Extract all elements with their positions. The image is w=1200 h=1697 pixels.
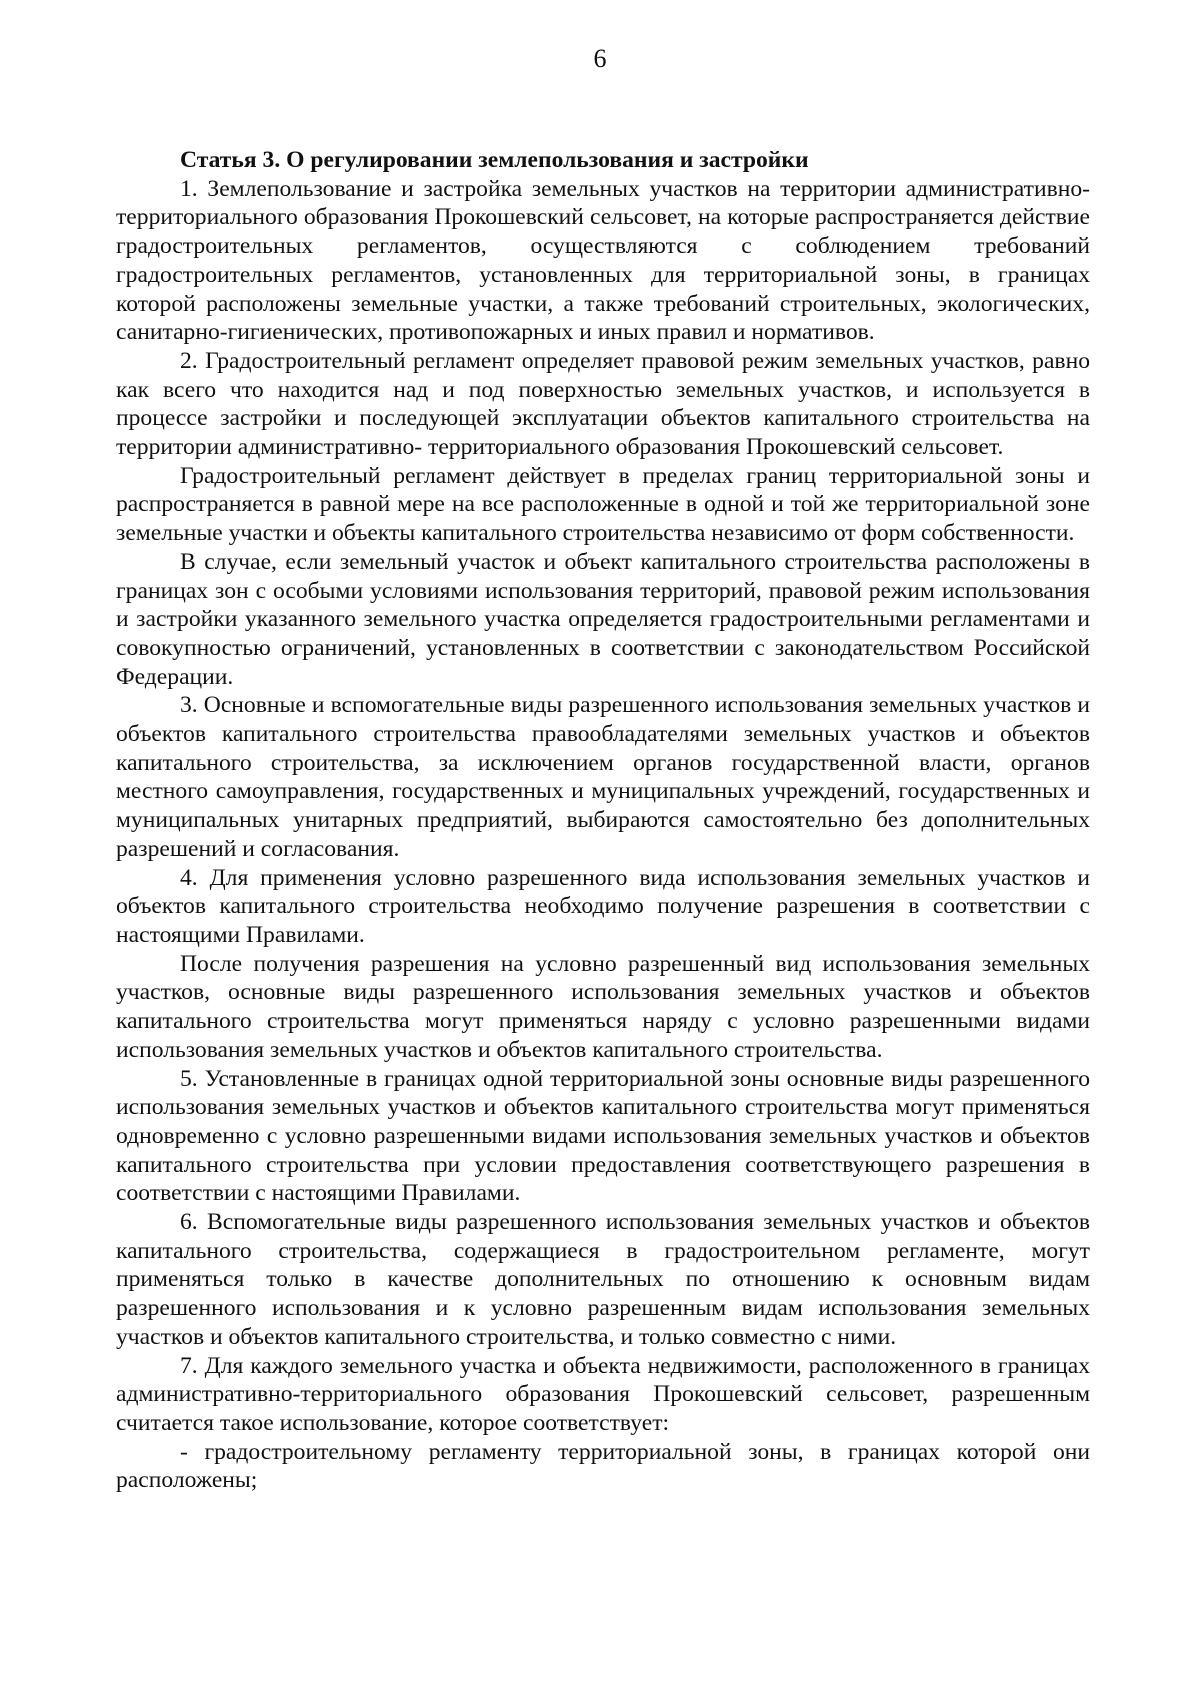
paragraph-4-continuation: После получения разрешения на условно разрешенный вид использования земельных участков, основные виды разрешенного использования земельных участков и объектов капитального строительства могут применяться наряду с условно разрешенными видами использования земельных участков и объектов капитального строительства.: [116, 950, 1090, 1063]
list-item-dash: - градостроительному регламенту территориальной зоны, в границах которой они расположены;: [116, 1438, 1090, 1494]
paragraph-7: 7. Для каждого земельного участка и объекта недвижимости, расположенного в границах административно-территориального образования Прокошевский сельсовет, разрешенным считается такое использование, которое соответствует:: [116, 1352, 1090, 1436]
paragraph-3: 3. Основные и вспомогательные виды разрешенного использования земельных участков и объектов капитального строительства правообладателями земельных участков и объектов капитального строительства, за исключением органов государственной власти, органов местного самоуправления, государственных и муниципальных учреждений, государственных и муниципальных унитарных предприятий, выбираются самостоятельно без дополнительных разрешений и согласования.: [116, 692, 1090, 862]
paragraph-4: 4. Для применения условно разрешенного вида использования земельных участков и объектов капитального строительства необходимо получение разрешения в соответствии с настоящими Правилами.: [116, 864, 1090, 948]
paragraph-1: 1. Землепользование и застройка земельных участков на территории административно-территориального образования Прокошевский сельсовет, на которые распространяется действие градостроительных регламентов, осуществляются с соблюдением требований градостроительных регламентов, установленных для территориальной зоны, в границах которой расположены земельные участки, а также требований строительных, экологических, санитарно-гигиенических, противопожарных и иных правил и нормативов.: [116, 175, 1090, 346]
paragraph-2: 2. Градостроительный регламент определяет правовой режим земельных участков, равно как всего что находится над и под поверхностью земельных участков, и используется в процессе застройки и последующей эксплуатации объектов капитального строительства на территории административно- территориального образования Прокошевский сельсовет.: [116, 347, 1090, 461]
page-number: 6: [593, 44, 607, 73]
paragraph-2-special-zones: В случае, если земельный участок и объект капитального строительства расположены в границах зон с особыми условиями использования территорий, правовой режим использования и застройки указанного земельного участка определяется градостроительными регламентами и совокупностью ограничений, установленных в соответствии с законодательством Российской Федерации.: [116, 548, 1090, 690]
paragraph-6: 6. Вспомогательные виды разрешенного использования земельных участков и объектов капитального строительства, содержащиеся в градостроительном регламенте, могут применяться только в качестве дополнительных по отношению к основным видам разрешенного использования и к условно разрешенным видам использования земельных участков и объектов капитального строительства, и только совместно с ними.: [116, 1209, 1090, 1350]
paragraph-5: 5. Установленные в границах одной территориальной зоны основные виды разрешенного использования земельных участков и объектов капитального строительства могут применяться одновременно с условно разрешенными видами использования земельных участков и объектов капитального строительства при условии предоставления соответствующего разрешения в соответствии с настоящими Правилами.: [116, 1065, 1090, 1207]
paragraph-2-continuation: Градостроительный регламент действует в пределах границ территориальной зоны и распространяется в равной мере на все расположенные в одной и той же территориальной зоне земельные участки и объекты капитального строительства независимо от форм собственности.: [116, 462, 1090, 547]
document-body: [116, 146, 1090, 1495]
article-heading: Статья 3. О регулировании землепользования и застройки: [180, 147, 809, 173]
